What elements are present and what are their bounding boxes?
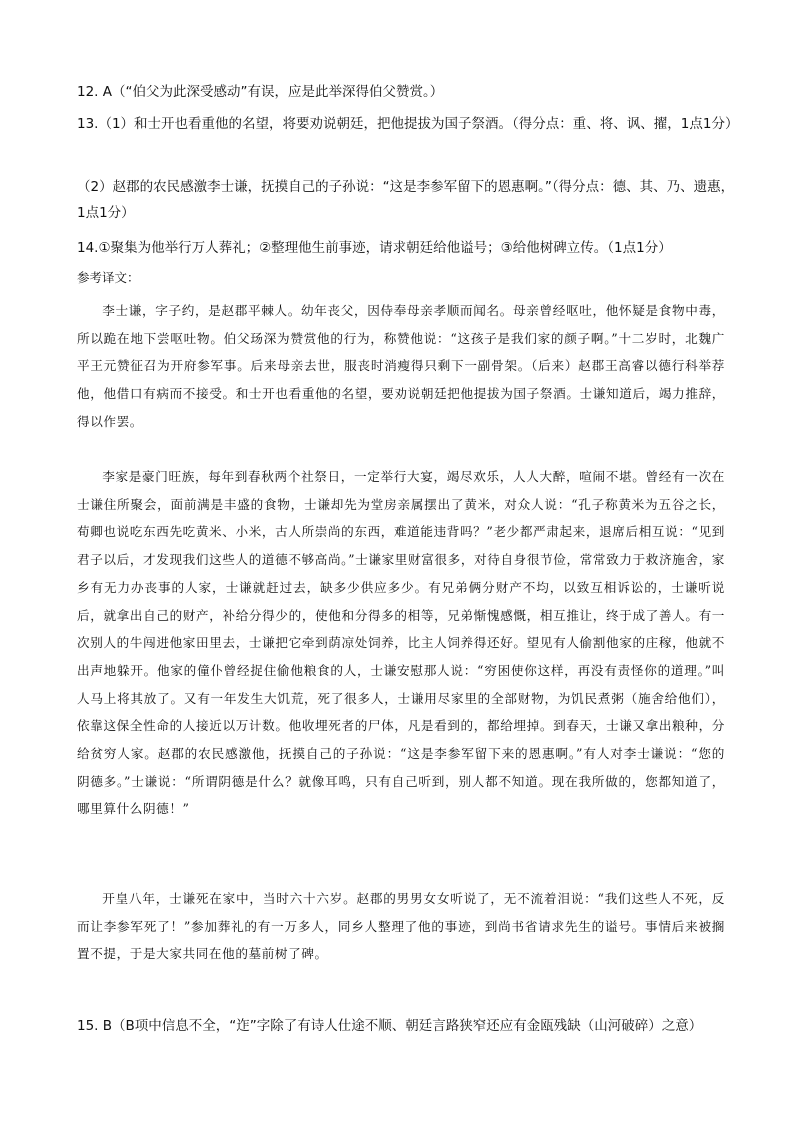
reference-translation-label: 参考译文： [77, 270, 140, 285]
answer-14: 14.①聚集为他举行万人葬礼；②整理他生前事迹，请求朝廷给他谥号；③给他树碑立传。（1点1分） [77, 240, 672, 256]
answer-12: 12. A（“伯父为此深受感动”有误，应是此举深得伯父赞赏。） [77, 84, 444, 100]
answer-13-1: 13.（1）和士开也看重他的名望，将要劝说朝廷，把他提拔为国子祭酒。（得分点：重、将、讽、擢，1点1分） [77, 116, 739, 132]
translation-paragraph: 开皇八年，士谦死在家中，当时六十六岁。赵郡的男男女女听说了，无不流着泪说：“我们这些人不死，反而让李参军死了！”参加葬礼的有一万多人，同乡人整理了他的事迹，到尚书省请求先生的谥号。事情后来被搁置不提，于是大家共同在他的墓前树了碑。 [77, 891, 725, 962]
translation-paragraph: 李家是豪门旺族，每年到春秋两个社祭日，一定举行大宴，竭尽欢乐，人人大醉，喧闹不堪。曾经有一次在士谦住所聚会，面前满是丰盛的食物，士谦却先为堂房亲属摆出了黄米，对众人说：“孔子称黄米为五谷之长，荀卿也说吃东西先吃黄米、小米，古人所崇尚的东西，难道能违背吗？”老少都严肃起来，退席后相互说：“见到君子以后，才发现我们这些人的道德不够高尚。”士谦家里财富很多，对待自身很节俭，常常致力于救济施舍，家乡有无力办丧事的人家，士谦就赶过去，缺多少供应多少。有兄弟俩分财产不均，以致互相诉讼的，士谦听说后，就拿出自己的财产，补给分得少的，使他和分得多的相等，兄弟惭愧感慨，相互推让，终于成了善人。有一次别人的牛闯进他家田里去，士谦把它牵到荫凉处饲养，比主人饲养得还好。望见有人偷割他家的庄稼，他就不出声地躲开。他家的僮仆曾经捉住偷他粮食的人，士谦安慰那人说：“穷困使你这样，再没有责怪你的道理。”叫人马上将其放了。又有一年发生大饥荒，死了很多人，士谦用尽家里的全部财物，为饥民煮粥（施舍给他们），依靠这保全性命的人接近以万计数。他收埋死者的尸体，凡是看到的，都给埋掉。到春天，士谦又拿出粮种，分给贫穷人家。赵郡的农民感激他，抚摸自己的子孙说：“这是李参军留下来的恩惠啊。”有人对李士谦说：“您的阴德多。”士谦说：“所谓阴德是什么？就像耳鸣，只有自己听到，别人都不知道。现在我所做的，您都知道了，哪里算什么阴德！” [77, 469, 725, 817]
answer-15: 15. B（B项中信息不全，“迮”字除了有诗人仕途不顺、朝廷言路狭窄还应有金瓯残缺（山河破碎）之意） [77, 1018, 703, 1034]
answer-13-2: （2）赵郡的农民感激李士谦，抚摸自己的子孙说：“这是李参军留下的恩惠啊。”（得分点：德、其、乃、遗惠，1点1分） [77, 179, 735, 221]
translation-paragraph: 李士谦，字子约，是赵郡平棘人。幼年丧父，因侍奉母亲孝顺而闻名。母亲曾经呕吐，他怀疑是食物中毒，所以跪在地下尝呕吐物。伯父玚深为赞赏他的行为，称赞他说：“这孩子是我们家的颜子啊。”十二岁时，北魏广平王元赞征召为开府参军事。后来母亲去世，服丧时消瘦得只剩下一副骨架。（后来）赵郡王高睿以德行科举荐他，他借口有病而不接受。和士开也看重他的名望，要劝说朝廷把他提拔为国子祭酒。士谦知道后，竭力推辞，得以作罢。 [77, 303, 725, 429]
